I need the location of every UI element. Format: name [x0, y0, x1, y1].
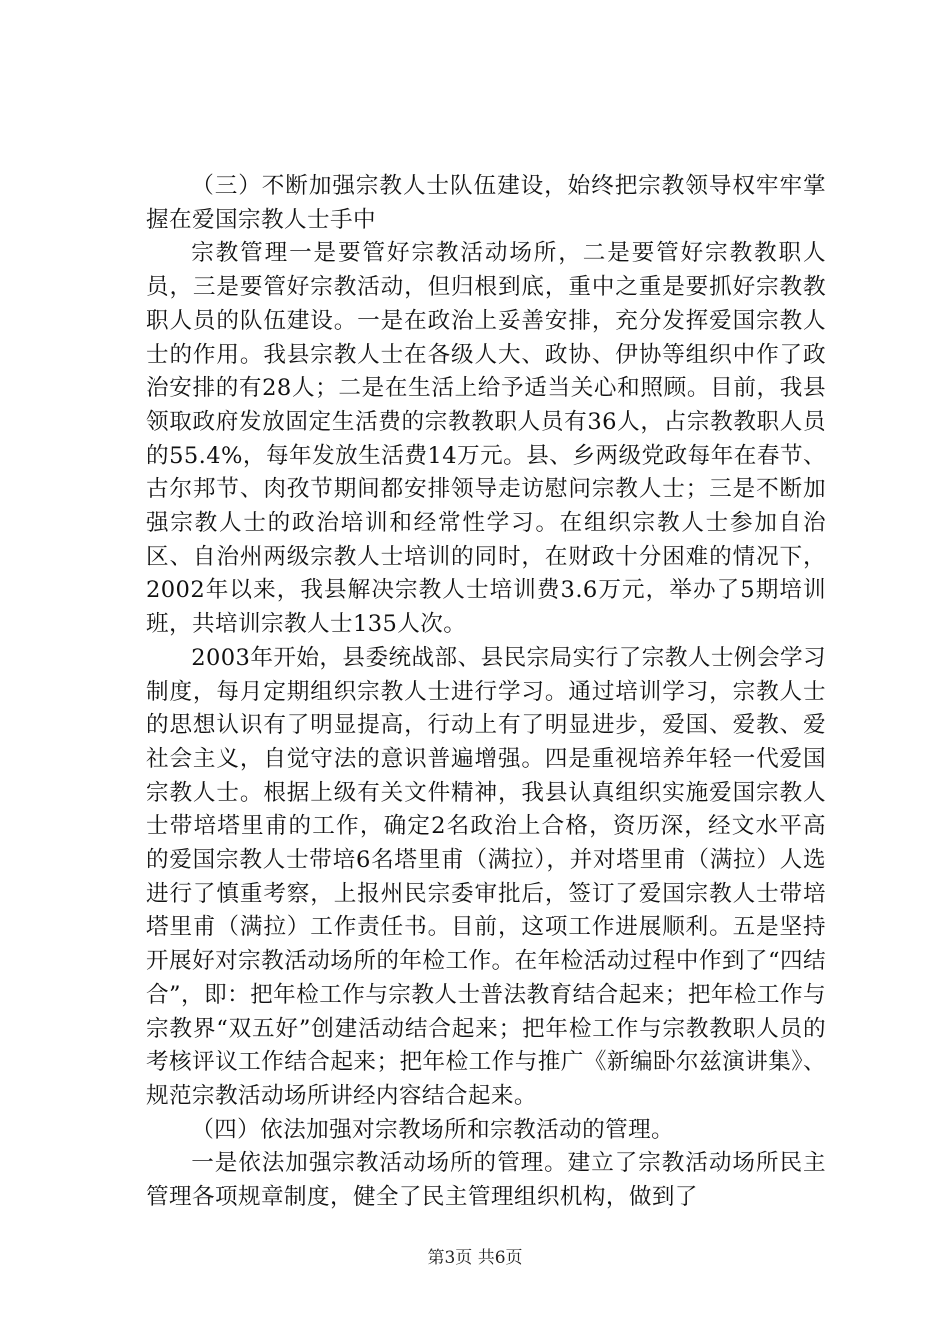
body-paragraph: 2003年开始，县委统战部、县民宗局实行了宗教人士例会学习制度，每月定期组织宗教人士进行学习。通过培训学习，宗教人士的思想认识有了明显提高，行动上有了明显进步，爱国、爱教、爱社会主义，自觉守法的意识普遍增强。四是重视培养年轻一代爱国宗教人士。根据上级有关文件精神，我县认真组织实施爱国宗教人士带培塔里甫的工作，确定2名政治上合格，资历深，经文水平高的爱国宗教人士带培6名塔里甫（满拉），并对塔里甫（满拉）人选进行了慎重考察，上报州民宗委审批后，签订了爱国宗教人士带培塔里甫（满拉）工作责任书。目前，这项工作进展顺利。五是坚持开展好对宗教活动场所的年检工作。在年检活动过程中作到了“四结合”，即：把年检工作与宗教人士普法教育结合起来；把年检工作与宗教界“双五好”创建活动结合起来；把年检工作与宗教教职人员的考核评议工作结合起来；把年检工作与推广《新编卧尔兹演讲集》、规范宗教活动场所讲经内容结合起来。 — [146, 644, 826, 1109]
body-paragraph: 宗教管理一是要管好宗教活动场所，二是要管好宗教教职人员，三是要管好宗教活动，但归根到底，重中之重是要抓好宗教教职人员的队伍建设。一是在政治上妥善安排，充分发挥爱国宗教人士的作用。我县宗教人士在各级人大、政协、伊协等组织中作了政治安排的有28人；二是在生活上给予适当关心和照顾。目前，我县领取政府发放固定生活费的宗教教职人员有36人，占宗教教职人员的55.4%，每年发放生活费14万元。县、乡两级党政每年在春节、古尔邦节、肉孜节期间都安排领导走访慰问宗教人士；三是不断加强宗教人士的政治培训和经常性学习。在组织宗教人士参加自治区、自治州两级宗教人士培训的同时，在财政十分困难的情况下，2002年以来，我县解决宗教人士培训费3.6万元，举办了5期培训班，共培训宗教人士135人次。 — [146, 240, 826, 638]
body-paragraph: 一是依法加强宗教活动场所的管理。建立了宗教活动场所民主管理各项规章制度，健全了民主管理组织机构，做到了 — [146, 1150, 826, 1211]
document-body — [146, 170, 826, 1215]
page-number-footer: 第3页 共6页 — [427, 1248, 523, 1268]
section-heading-4: （四）依法加强对宗教场所和宗教活动的管理。 — [191, 1116, 675, 1143]
section-heading-3: （三）不断加强宗教人士队伍建设，始终把宗教领导权牢牢掌握在爱国宗教人士手中 — [146, 173, 826, 233]
